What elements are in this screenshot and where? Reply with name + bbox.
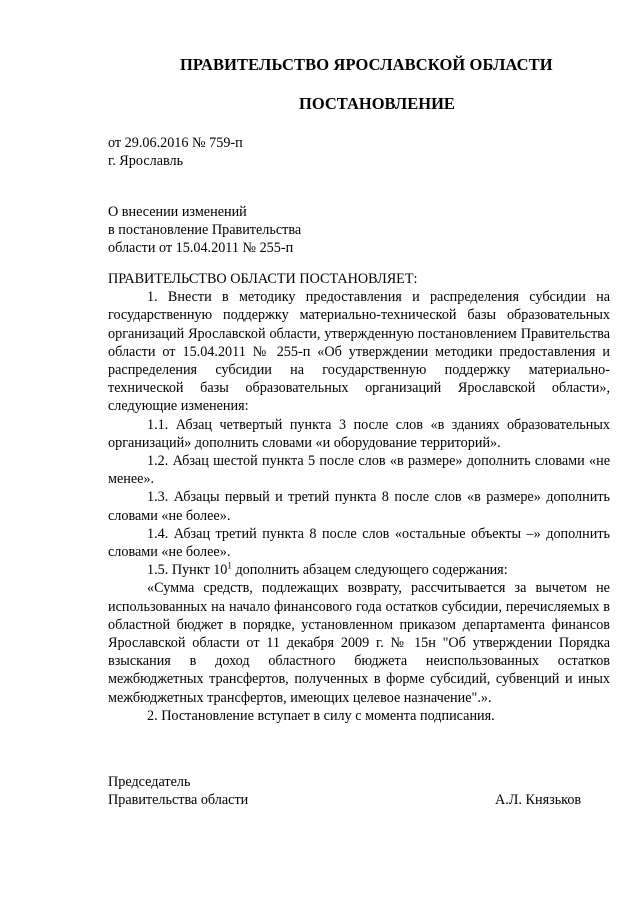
- dateline: [108, 134, 408, 170]
- position-line: Правительства области: [108, 792, 249, 809]
- subject-block: [108, 203, 408, 258]
- clause-1-1: 1.1. Абзац четвертый пункта 3 после слов «в зданиях образовательных организаций» дополнить словами «и оборудование территорий».: [108, 416, 610, 451]
- city: г. Ярославль: [108, 153, 184, 170]
- signatory-position: [108, 773, 358, 809]
- government-title: ПРАВИТЕЛЬСТВО ЯРОСЛАВСКОЙ ОБЛАСТИ: [180, 55, 553, 74]
- clause-1-3: 1.3. Абзацы первый и третий пункта 8 после слов «в размере» дополнить словами «не более».: [108, 489, 610, 524]
- subject-line: в постановление Правительства: [108, 222, 302, 239]
- subject-line: О внесении изменений: [108, 204, 247, 220]
- clause-1: 1. Внести в методику предоставления и распределения субсидии на государственную поддержку материально-технической базы образовательных организаций Ярославской области, утвержденную постановлением Правительства области от 15.04.2011 № 255-п «Об утверждении методики предоставления и распределения субсидии на государственную поддержку материально-технической базы образовательных организаций Ярославской области», следующие изменения:: [108, 289, 610, 415]
- clause-1-2: 1.2. Абзац шестой пункта 5 после слов «в размере» дополнить словами «не менее».: [108, 453, 610, 488]
- clause-2: 2. Постановление вступает в силу с момента подписания.: [147, 707, 495, 724]
- date-number: от 29.06.2016 № 759-п: [108, 135, 243, 151]
- clause-1-4: 1.4. Абзац третий пункта 8 после слов «остальные объекты –» дополнить словами «не более».: [108, 525, 610, 561]
- subject-line: области от 15.04.2011 № 255-п: [108, 240, 294, 257]
- signatory-name: А.Л. Князьков: [495, 792, 582, 808]
- clause-1-5: [108, 561, 610, 579]
- clause-1-5-prefix: 1.5. Пункт 10: [147, 562, 228, 579]
- decree-line: ПРАВИТЕЛЬСТВО ОБЛАСТИ ПОСТАНОВЛЯЕТ:: [108, 271, 418, 287]
- resolution-body: [108, 270, 610, 725]
- clause-1-5-superscript: 1: [227, 560, 232, 571]
- document-type: ПОСТАНОВЛЕНИЕ: [299, 94, 455, 113]
- clause-1-5-suffix: дополнить абзацем следующего содержания:: [231, 562, 508, 579]
- position-line: Председатель: [108, 774, 191, 790]
- quoted-paragraph: «Сумма средств, подлежащих возврату, рассчитывается за вычетом не использованных на начало финансового года остатков субсидии, перечисляемых в областной бюджет в порядке, установленном приказом департамента финансов Ярославской области от 11 декабря 2009 г. № 15н "Об утверждении Порядка взыскания в доход областного бюджета неиспользованных остатков межбюджетных трансфертов, полученных в форме субсидий, субвенций и иных межбюджетных трансфертов, имеющих целевое назначение".».: [108, 580, 610, 706]
